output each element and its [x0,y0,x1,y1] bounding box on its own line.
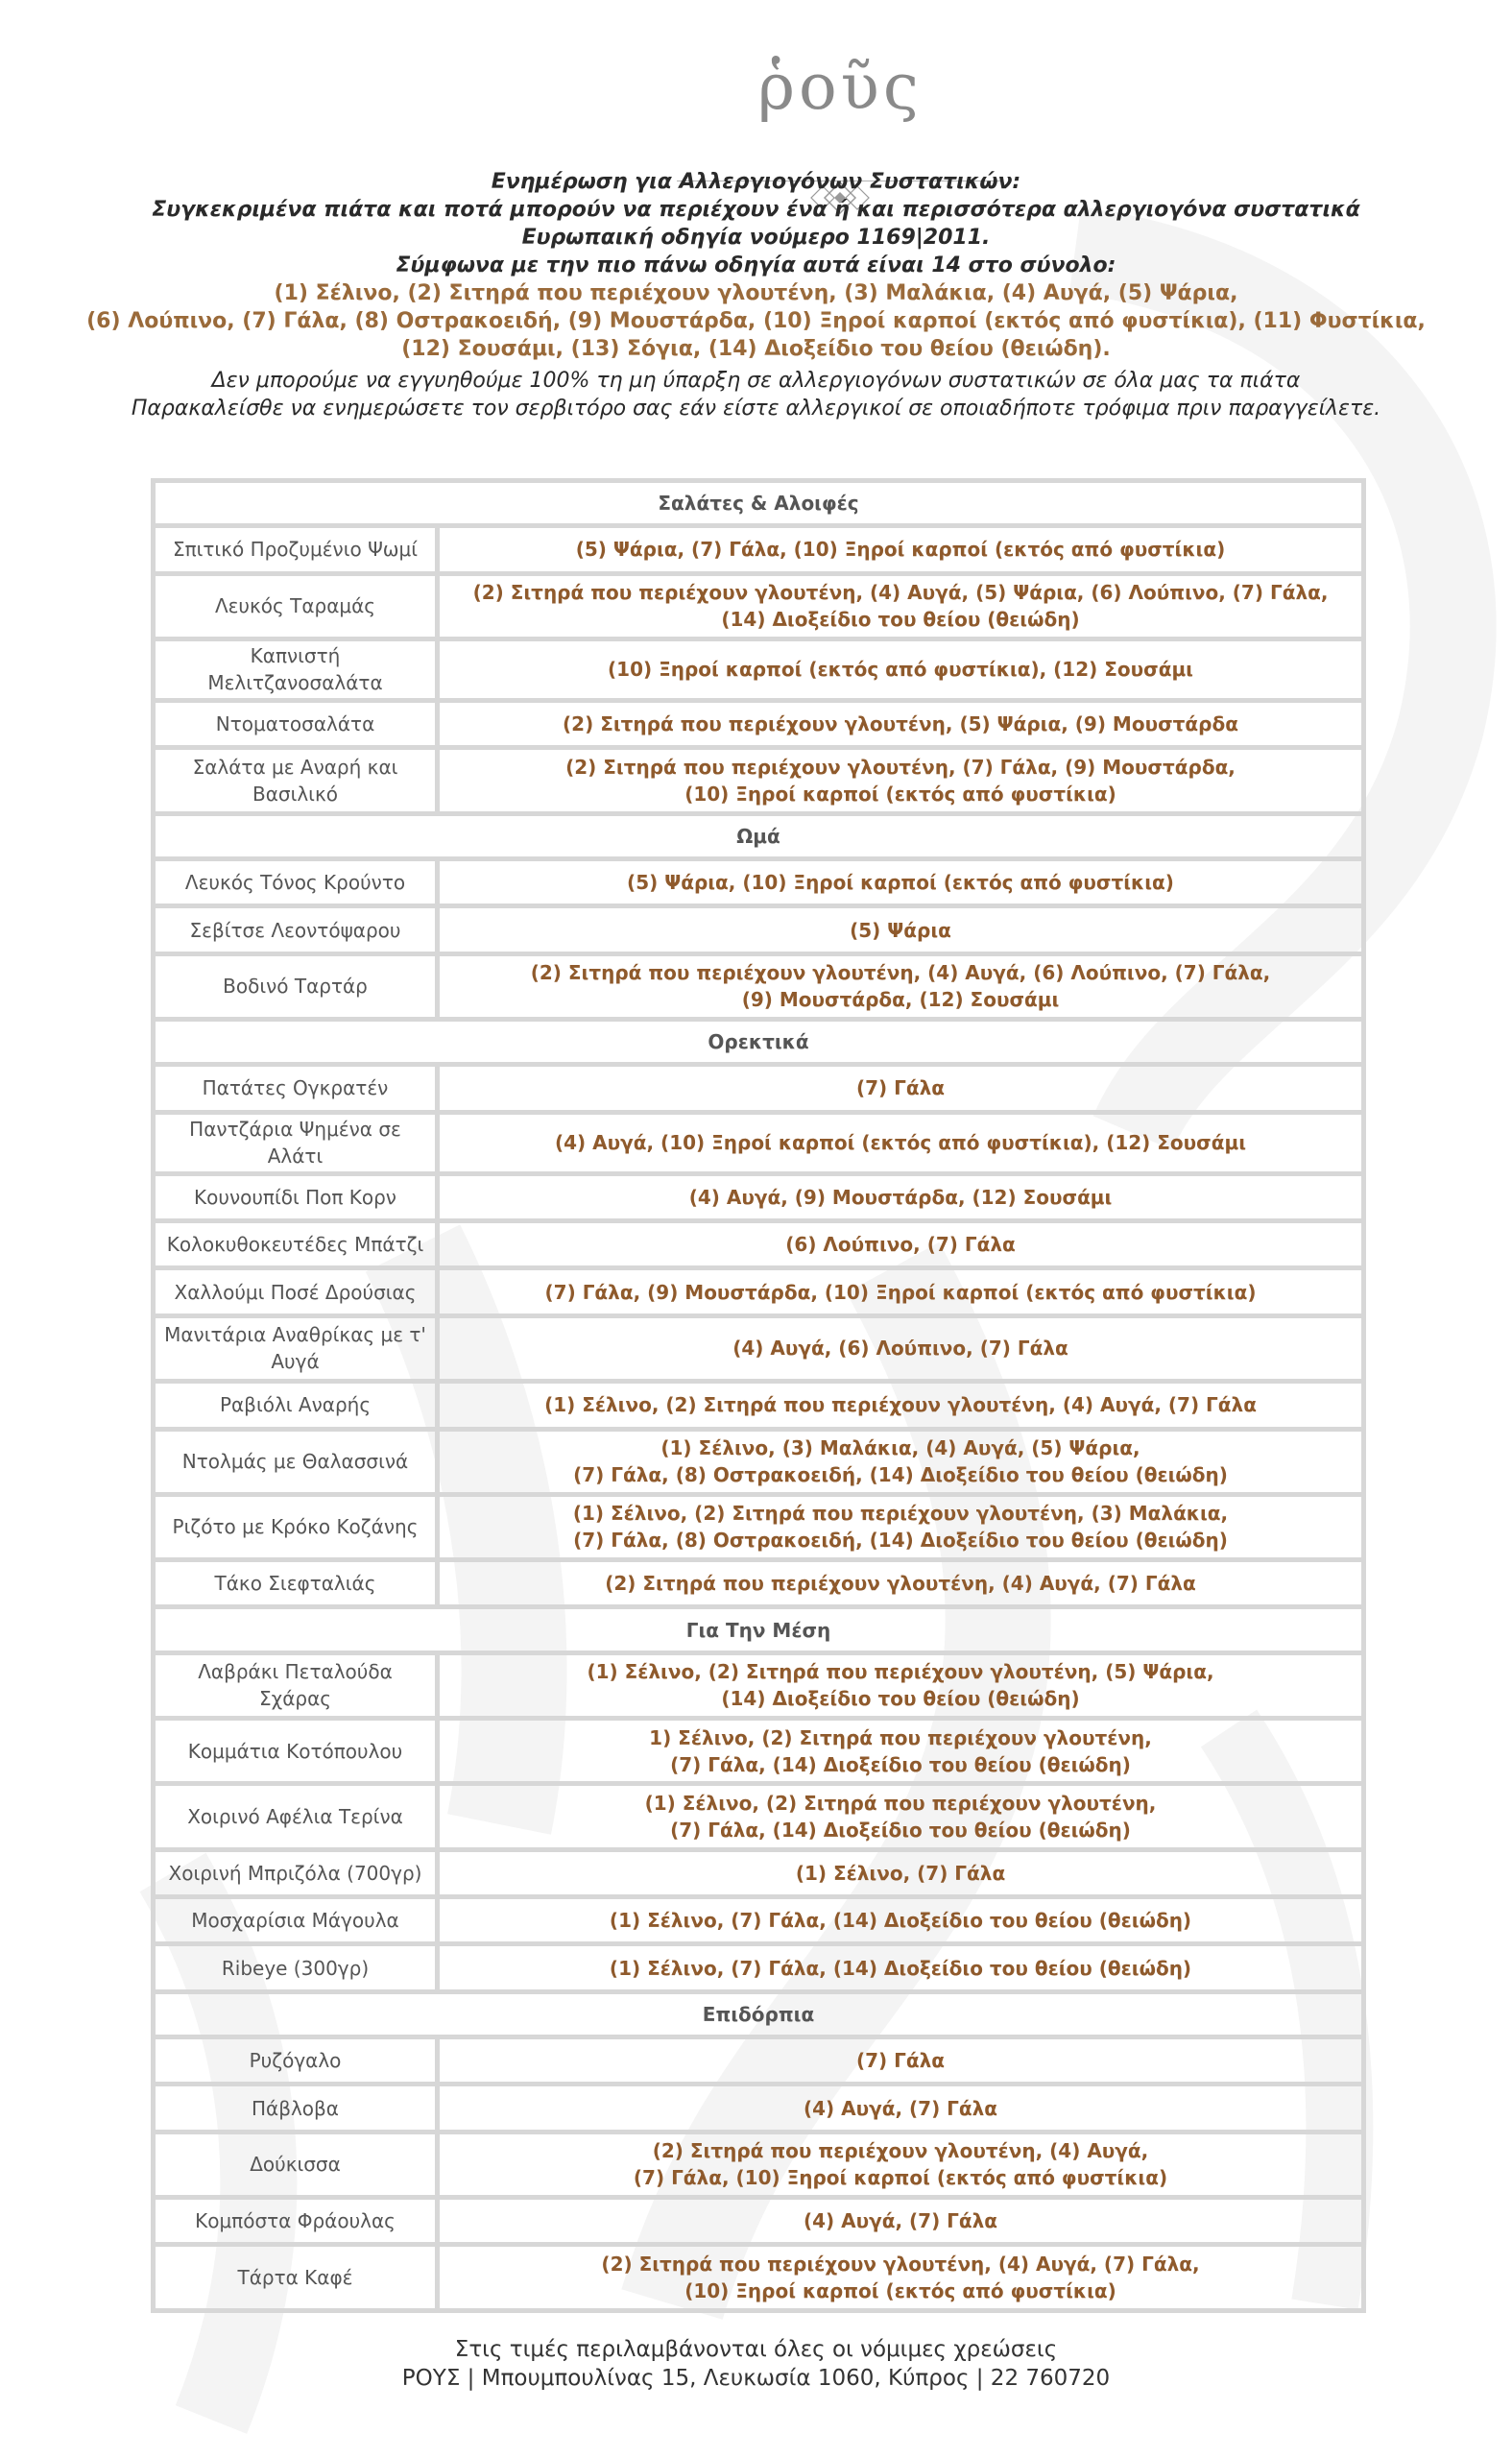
allergens-cell [438,1896,1364,1943]
allergens-cell [438,748,1364,813]
allergen-list-2: (6) Λούπινο, (7) Γάλα, (8) Οστρακοειδή, (9) Μουστάρδα, (10) Ξηροί καρποί (εκτός από φυστίκια), (11) Φυστίκια, [86,309,1426,333]
allergens-text: (1) Σέλινο, (7) Γάλα, (14) Διοξείδιο του θείου (θειώδη) [609,1909,1192,1933]
dish-cell [154,1221,438,1268]
table-row [154,701,1364,748]
table-row [154,1494,1364,1559]
allergens-text: (2) Σιτηρά που περιέχουν γλουτένη, (4) Αυγά, (6) Λούπινο, (7) Γάλα, [530,961,1271,985]
table-row [154,1268,1364,1315]
dish-name: Τάρτα Καφέ [237,2266,353,2290]
dish-cell [154,2198,438,2245]
dish-cell [154,526,438,573]
allergens-text: (1) Σέλινο, (7) Γάλα, (14) Διοξείδιο του θείου (θειώδη) [609,1956,1192,1980]
dish-name: Λευκός Τόνος Κρούντο [184,871,406,895]
table-row [154,1315,1364,1381]
dish-name: Λαβράκι Πεταλούδα Σχάρας [198,1660,393,1711]
table-row [154,906,1364,953]
allergens-text: 1) Σέλινο, (2) Σιτηρά που περιέχουν γλουτένη, [649,1725,1152,1749]
dish-name: Κομμάτια Κοτόπουλου [187,1739,403,1763]
allergens-text: (7) Γάλα [855,1076,946,1100]
allergens-cell [438,1944,1364,1991]
allergens-text: (5) Ψάρια, (7) Γάλα, (10) Ξηροί καρποί (εκτός από φυστίκια) [575,538,1226,562]
dish-name-line-2: Αυγά [271,1350,320,1374]
dish-name: Σεβίτσε Λεοντόψαρου [189,918,401,942]
table-row [154,1849,1364,1896]
dish-name: Βοδινό Ταρτάρ [223,975,368,999]
dish-name: Χοιρινό Αφέλια Τερίνα [187,1804,403,1828]
allergens-cell [438,2084,1364,2132]
dish-cell [154,2245,438,2311]
footer-charges-note: Στις τιμές περιλαμβάνονται όλες οι νόμιμες χρεώσεις [454,2337,1058,2362]
dish-name: Τάκο Σιεφταλιάς [214,1572,376,1596]
section-header-row [154,481,1364,526]
dish-name: Ρυζόγαλο [249,2049,342,2073]
brand-logo [658,36,1022,161]
notice-line-2: Συγκεκριμένα πιάτα και ποτά μπορούν να περιέχουν ένα ή και περισσότερα αλλεργιογόνα συστατικά [152,198,1360,222]
dish-cell [154,1268,438,1315]
dish-name: Κολοκυθοκευτέδες Μπάτζι [166,1233,424,1257]
disclaimer-2: Παρακαλείσθε να ενημερώσετε τον σερβιτόρο σας εάν είστε αλλεργικοί σε οποιαδήποτε τρόφιμα πριν παραγγείλετε. [131,397,1381,421]
dish-name: Μανιτάρια Αναθρίκας με τ' [164,1323,426,1347]
table-row [154,2198,1364,2245]
notice-line-4: Σύμφωνα με την πιο πάνω οδηγία αυτά είναι 14 στο σύνολο: [396,253,1116,277]
table-row [154,1652,1364,1718]
dish-cell [154,1784,438,1849]
allergens-text: (2) Σιτηρά που περιέχουν γλουτένη, (5) Ψάρια, (9) Μουστάρδα [563,712,1238,736]
allergens-text: (1) Σέλινο, (2) Σιτηρά που περιέχουν γλουτένη, (3) Μαλάκια, [572,1502,1229,1526]
allergen-notice [58,168,1454,422]
dish-name: Μοσχαρίσια Μάγουλα [191,1909,399,1933]
allergens-cell [438,1268,1364,1315]
allergens-text: (2) Σιτηρά που περιέχουν γλουτένη, (4) Αυγά, (7) Γάλα, [601,2253,1200,2277]
allergens-text: (4) Αυγά, (7) Γάλα [803,2096,998,2120]
allergens-text: (6) Λούπινο, (7) Γάλα [785,1233,1016,1257]
allergens-text: (7) Γάλα [855,2049,946,2073]
table-row [154,2036,1364,2084]
dish-cell [154,1849,438,1896]
allergens-text-line-2: (10) Ξηροί καρποί (εκτός από φυστίκια) [684,783,1116,807]
section-title: Επιδόρπια [154,1991,1364,2036]
allergens-text: (10) Ξηροί καρποί (εκτός από φυστίκια), (12) Σουσάμι [608,658,1193,682]
allergens-cell [438,1173,1364,1220]
allergens-text: (2) Σιτηρά που περιέχουν γλουτένη, (4) Αυγά, (5) Ψάρια, (6) Λούπινο, (7) Γάλα, [472,581,1329,605]
dish-cell [154,1112,438,1173]
dish-name-line-2: Βασιλικό [252,783,338,807]
section-header-row [154,1019,1364,1064]
allergens-text: (1) Σέλινο, (2) Σιτηρά που περιέχουν γλουτένη, (4) Αυγά, (7) Γάλα [544,1393,1257,1417]
dish-cell [154,1719,438,1784]
allergens-cell [438,1429,1364,1494]
table-row [154,1112,1364,1173]
table-row [154,1560,1364,1607]
dish-cell [154,1560,438,1607]
allergens-cell [438,953,1364,1019]
allergens-text: (1) Σέλινο, (2) Σιτηρά που περιέχουν γλουτένη, [644,1791,1157,1815]
section-header-row [154,1991,1364,2036]
allergens-cell [438,1065,1364,1112]
dish-cell [154,1944,438,1991]
allergens-cell [438,701,1364,748]
dish-cell [154,1429,438,1494]
dish-name: Κομπόστα Φράουλας [195,2209,396,2233]
table-row [154,639,1364,700]
allergens-cell [438,1784,1364,1849]
table-row [154,1173,1364,1220]
section-title: Ορεκτικά [154,1019,1364,1064]
table-row [154,748,1364,813]
allergens-cell [438,1849,1364,1896]
dish-name: Παντζάρια Ψημένα σε Αλάτι [189,1118,401,1169]
allergens-text: (4) Αυγά, (6) Λούπινο, (7) Γάλα [732,1337,1068,1361]
footer [0,2335,1512,2393]
allergens-cell [438,1382,1364,1429]
allergens-cell [438,1112,1364,1173]
allergens-text-line-2: (14) Διοξείδιο του θείου (θειώδη) [721,1687,1080,1711]
dish-name: Χαλλούμι Ποσέ Δρούσιας [174,1280,417,1304]
dish-name: Ντολμάς με Θαλασσινά [181,1450,409,1474]
allergens-text-line-2: (7) Γάλα, (10) Ξηροί καρποί (εκτός από φυστίκια) [633,2166,1168,2190]
allergens-cell [438,1315,1364,1381]
table-row [154,1429,1364,1494]
dish-cell [154,2036,438,2084]
table-row [154,573,1364,639]
dish-name: Δούκισσα [250,2153,341,2177]
notice-line-3: Ευρωπαική οδηγία νούμερο 1169|2011. [521,226,991,250]
dish-name: Καπνιστή Μελιτζανοσαλάτα [207,644,383,695]
dish-name: Ραβιόλι Αναρής [219,1393,372,1417]
allergens-text: (7) Γάλα, (9) Μουστάρδα, (10) Ξηροί καρποί (εκτός από φυστίκια) [544,1280,1257,1304]
dish-cell [154,1494,438,1559]
dish-cell [154,1382,438,1429]
allergens-cell [438,1719,1364,1784]
allergens-cell [438,1560,1364,1607]
dish-name: Χοιρινή Μπριζόλα (700γρ) [168,1861,422,1885]
dish-name: Σπιτικό Προζυμένιο Ψωμί [172,538,419,562]
dish-cell [154,1652,438,1718]
allergens-cell [438,1652,1364,1718]
table-row [154,2245,1364,2311]
allergens-text-line-2: (9) Μουστάρδα, (12) Σουσάμι [741,988,1060,1012]
section-title: Ωμά [154,813,1364,858]
allergens-text: (1) Σέλινο, (3) Μαλάκια, (4) Αυγά, (5) Ψάρια, [660,1436,1140,1460]
allergens-cell [438,906,1364,953]
allergens-text: (5) Ψάρια, (10) Ξηροί καρποί (εκτός από φυστίκια) [627,871,1174,895]
allergens-text-line-2: (7) Γάλα, (8) Οστρακοειδή, (14) Διοξείδιο του θείου (θειώδη) [573,1529,1228,1553]
notice-title: Ενημέρωση για Αλλεργιογόνων Συστατικών: [491,170,1021,194]
table-row [154,1719,1364,1784]
dish-name: Πάβλοβα [251,2096,339,2120]
allergens-cell [438,1494,1364,1559]
dish-cell [154,906,438,953]
dish-cell [154,2132,438,2197]
allergens-text: (4) Αυγά, (9) Μουστάρδα, (12) Σουσάμι [688,1185,1113,1209]
allergens-cell [438,1221,1364,1268]
table-row [154,2084,1364,2132]
table-row [154,1896,1364,1943]
table-row [154,1065,1364,1112]
allergen-list-3: (12) Σουσάμι, (13) Σόγια, (14) Διοξείδιο του θείου (θειώδη). [401,337,1111,361]
dish-cell [154,2084,438,2132]
allergens-cell [438,2036,1364,2084]
allergens-cell [438,573,1364,639]
dish-name: Ντοματοσαλάτα [215,712,375,736]
allergens-cell [438,526,1364,573]
dish-name: Κουνουπίδι Ποπ Κορν [194,1185,396,1209]
dish-name: Ribeye (300γρ) [221,1956,370,1980]
dish-cell [154,639,438,700]
allergen-list-1: (1) Σέλινο, (2) Σιτηρά που περιέχουν γλουτένη, (3) Μαλάκια, (4) Αυγά, (5) Ψάρια, [274,281,1238,305]
table-row [154,2132,1364,2197]
section-header-row [154,813,1364,858]
table-row [154,858,1364,905]
dish-name: Λευκός Ταραμάς [214,594,376,618]
table-row [154,1382,1364,1429]
allergens-text-line-2: (7) Γάλα, (14) Διοξείδιο του θείου (θειώδη) [670,1818,1131,1842]
allergens-text-line-2: (7) Γάλα, (14) Διοξείδιο του θείου (θειώδη) [670,1752,1131,1776]
logo-text: ῥοῦς [757,50,923,124]
allergens-text: (2) Σιτηρά που περιέχουν γλουτένη, (7) Γάλα, (9) Μουστάρδα, [565,756,1236,780]
dish-cell [154,1315,438,1381]
dish-cell [154,953,438,1019]
dish-name: Πατάτες Ογκρατέν [202,1076,389,1100]
table-row [154,1944,1364,1991]
dish-name: Σαλάτα με Αναρή και [192,756,398,780]
allergens-text: (2) Σιτηρά που περιέχουν γλουτένη, (4) Αυγά, (7) Γάλα [605,1572,1196,1596]
dish-cell [154,1065,438,1112]
allergens-text-line-2: (7) Γάλα, (8) Οστρακοειδή, (14) Διοξείδιο του θείου (θειώδη) [573,1463,1228,1487]
allergens-cell [438,2132,1364,2197]
allergens-text-line-2: (14) Διοξείδιο του θείου (θειώδη) [721,608,1080,632]
dish-name: Ριζότο με Κρόκο Κοζάνης [172,1515,419,1539]
table-row [154,1784,1364,1849]
allergens-cell [438,2198,1364,2245]
allergens-text: (2) Σιτηρά που περιέχουν γλουτένη, (4) Αυγά, [652,2139,1149,2163]
allergens-text: (1) Σέλινο, (2) Σιτηρά που περιέχουν γλουτένη, (5) Ψάρια, [587,1660,1214,1684]
section-title: Σαλάτες & Αλοιφές [154,481,1364,526]
footer-address: ΡΟΥΣ | Μπουμπουλίνας 15, Λευκωσία 1060, Κύπρος | 22 760720 [401,2366,1111,2391]
dish-cell [154,573,438,639]
allergens-text: (4) Αυγά, (7) Γάλα [803,2209,998,2233]
table-row [154,1221,1364,1268]
table-row [154,953,1364,1019]
dish-cell [154,1896,438,1943]
disclaimer-1: Δεν μπορούμε να εγγυηθούμε 100% τη μη ύπαρξη σε αλλεργιογόνων συστατικών σε όλα μας τα πιάτα [211,369,1301,393]
table-row [154,526,1364,573]
section-title: Για Την Μέση [154,1607,1364,1652]
dish-cell [154,748,438,813]
allergens-cell [438,858,1364,905]
dish-cell [154,701,438,748]
allergens-text: (5) Ψάρια [850,918,951,942]
dish-cell [154,1173,438,1220]
allergens-cell [438,639,1364,700]
section-header-row [154,1607,1364,1652]
allergens-text: (1) Σέλινο, (7) Γάλα [795,1861,1006,1885]
allergens-text: (4) Αυγά, (10) Ξηροί καρποί (εκτός από φυστίκια), (12) Σουσάμι [554,1131,1247,1155]
allergens-text-line-2: (10) Ξηροί καρποί (εκτός από φυστίκια) [684,2279,1116,2303]
allergens-cell [438,2245,1364,2311]
dish-cell [154,858,438,905]
allergen-table [151,478,1366,2313]
